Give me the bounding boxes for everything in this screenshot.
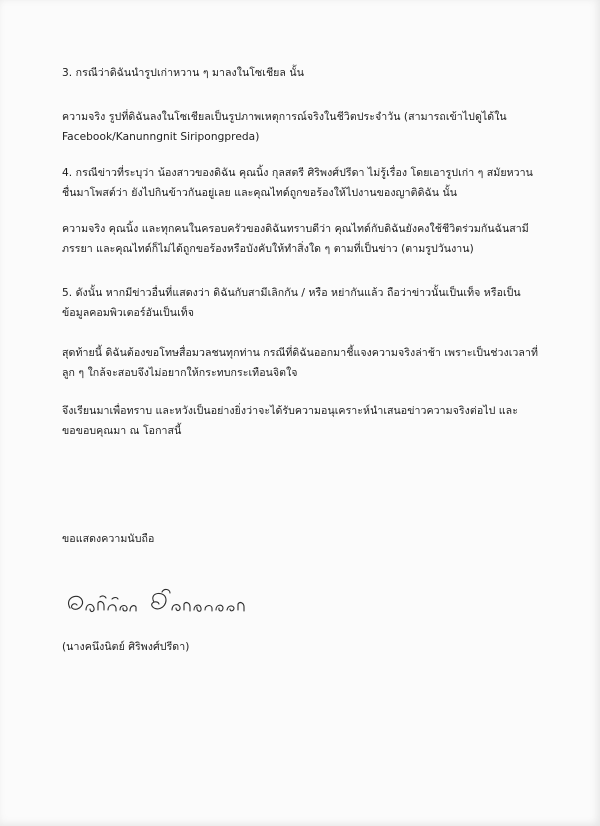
salutation: ขอแสดงความนับถือ bbox=[62, 533, 155, 545]
item-3-body-line-1: ความจริง รูปที่ดิฉันลงในโซเชียลเป็นรูปภาพเหตุการณ์จริงในชีวิตประจำวัน (สามารถเข้าไปดูได้ใน bbox=[62, 111, 507, 123]
item-3-body-line-2: Facebook/Kanunngnit Siripongpreda) bbox=[62, 131, 260, 143]
closing-request-line-2: ขอขอบคุณมา ณ โอกาสนี้ bbox=[62, 425, 182, 437]
item-4-title-line-1: 4. กรณีข่าวที่ระบุว่า น้องสาวของดิฉัน คุณนิ้ง กุลสตรี ศิริพงศ์ปรีดา ไม่รู้เรื่อง โดยเอารูปเก่า ๆ สมัยหวาน bbox=[62, 167, 533, 179]
item-3-title: 3. กรณีว่าดิฉันนำรูปเก่าหวาน ๆ มาลงในโซเชียล นั้น bbox=[62, 67, 304, 79]
item-4-body-line-2: ภรรยา และคุณไทด์ก็ไม่ได้ถูกขอร้องหรือบังคับให้ทำสิ่งใด ๆ ตามที่เป็นข่าว (ตามรูปวันงาน) bbox=[62, 243, 474, 255]
closing-request-line-1: จึงเรียนมาเพื่อทราบ และหวังเป็นอย่างยิ่งว่าจะได้รับความอนุเคราะห์นำเสนอข่าวความจริงต่อไป และ bbox=[62, 405, 518, 417]
handwritten-signature bbox=[62, 586, 262, 622]
item-5-line-1: 5. ดังนั้น หากมีข่าวอื่นที่แสดงว่า ดิฉันกับสามีเลิกกัน / หรือ หย่ากันแล้ว ถือว่าข่าวนั้นเป็นเท็จ หรือเป็น bbox=[62, 287, 521, 299]
item-4-body-line-1: ความจริง คุณนิ้ง และทุกคนในครอบครัวของดิฉันทราบดีว่า คุณไทด์กับดิฉันยังคงใช้ชีวิตร่วมกันฉันสามี bbox=[62, 223, 529, 235]
item-5-line-2: ข้อมูลคอมพิวเตอร์อันเป็นเท็จ bbox=[62, 307, 195, 319]
closing-apology-line-1: สุดท้ายนี้ ดิฉันต้องขอโทษสื่อมวลชนทุกท่าน กรณีที่ดิฉันออกมาชี้แจงความจริงล่าช้า เพราะเป็นช่วงเวลาที่ bbox=[62, 347, 539, 359]
closing-apology-line-2: ลูก ๆ ใกล้จะสอบจึงไม่อยากให้กระทบกระเทือนจิตใจ bbox=[62, 367, 298, 379]
signer-name: (นางคนึงนิตย์ ศิริพงศ์ปรีดา) bbox=[62, 641, 190, 653]
item-4-title-line-2: ชื่นมาโพสต์ว่า ยังไปกินข้าวกันอยู่เลย และคุณไทด์ถูกขอร้องให้ไปงานของญาติดิฉัน นั้น bbox=[62, 187, 458, 199]
